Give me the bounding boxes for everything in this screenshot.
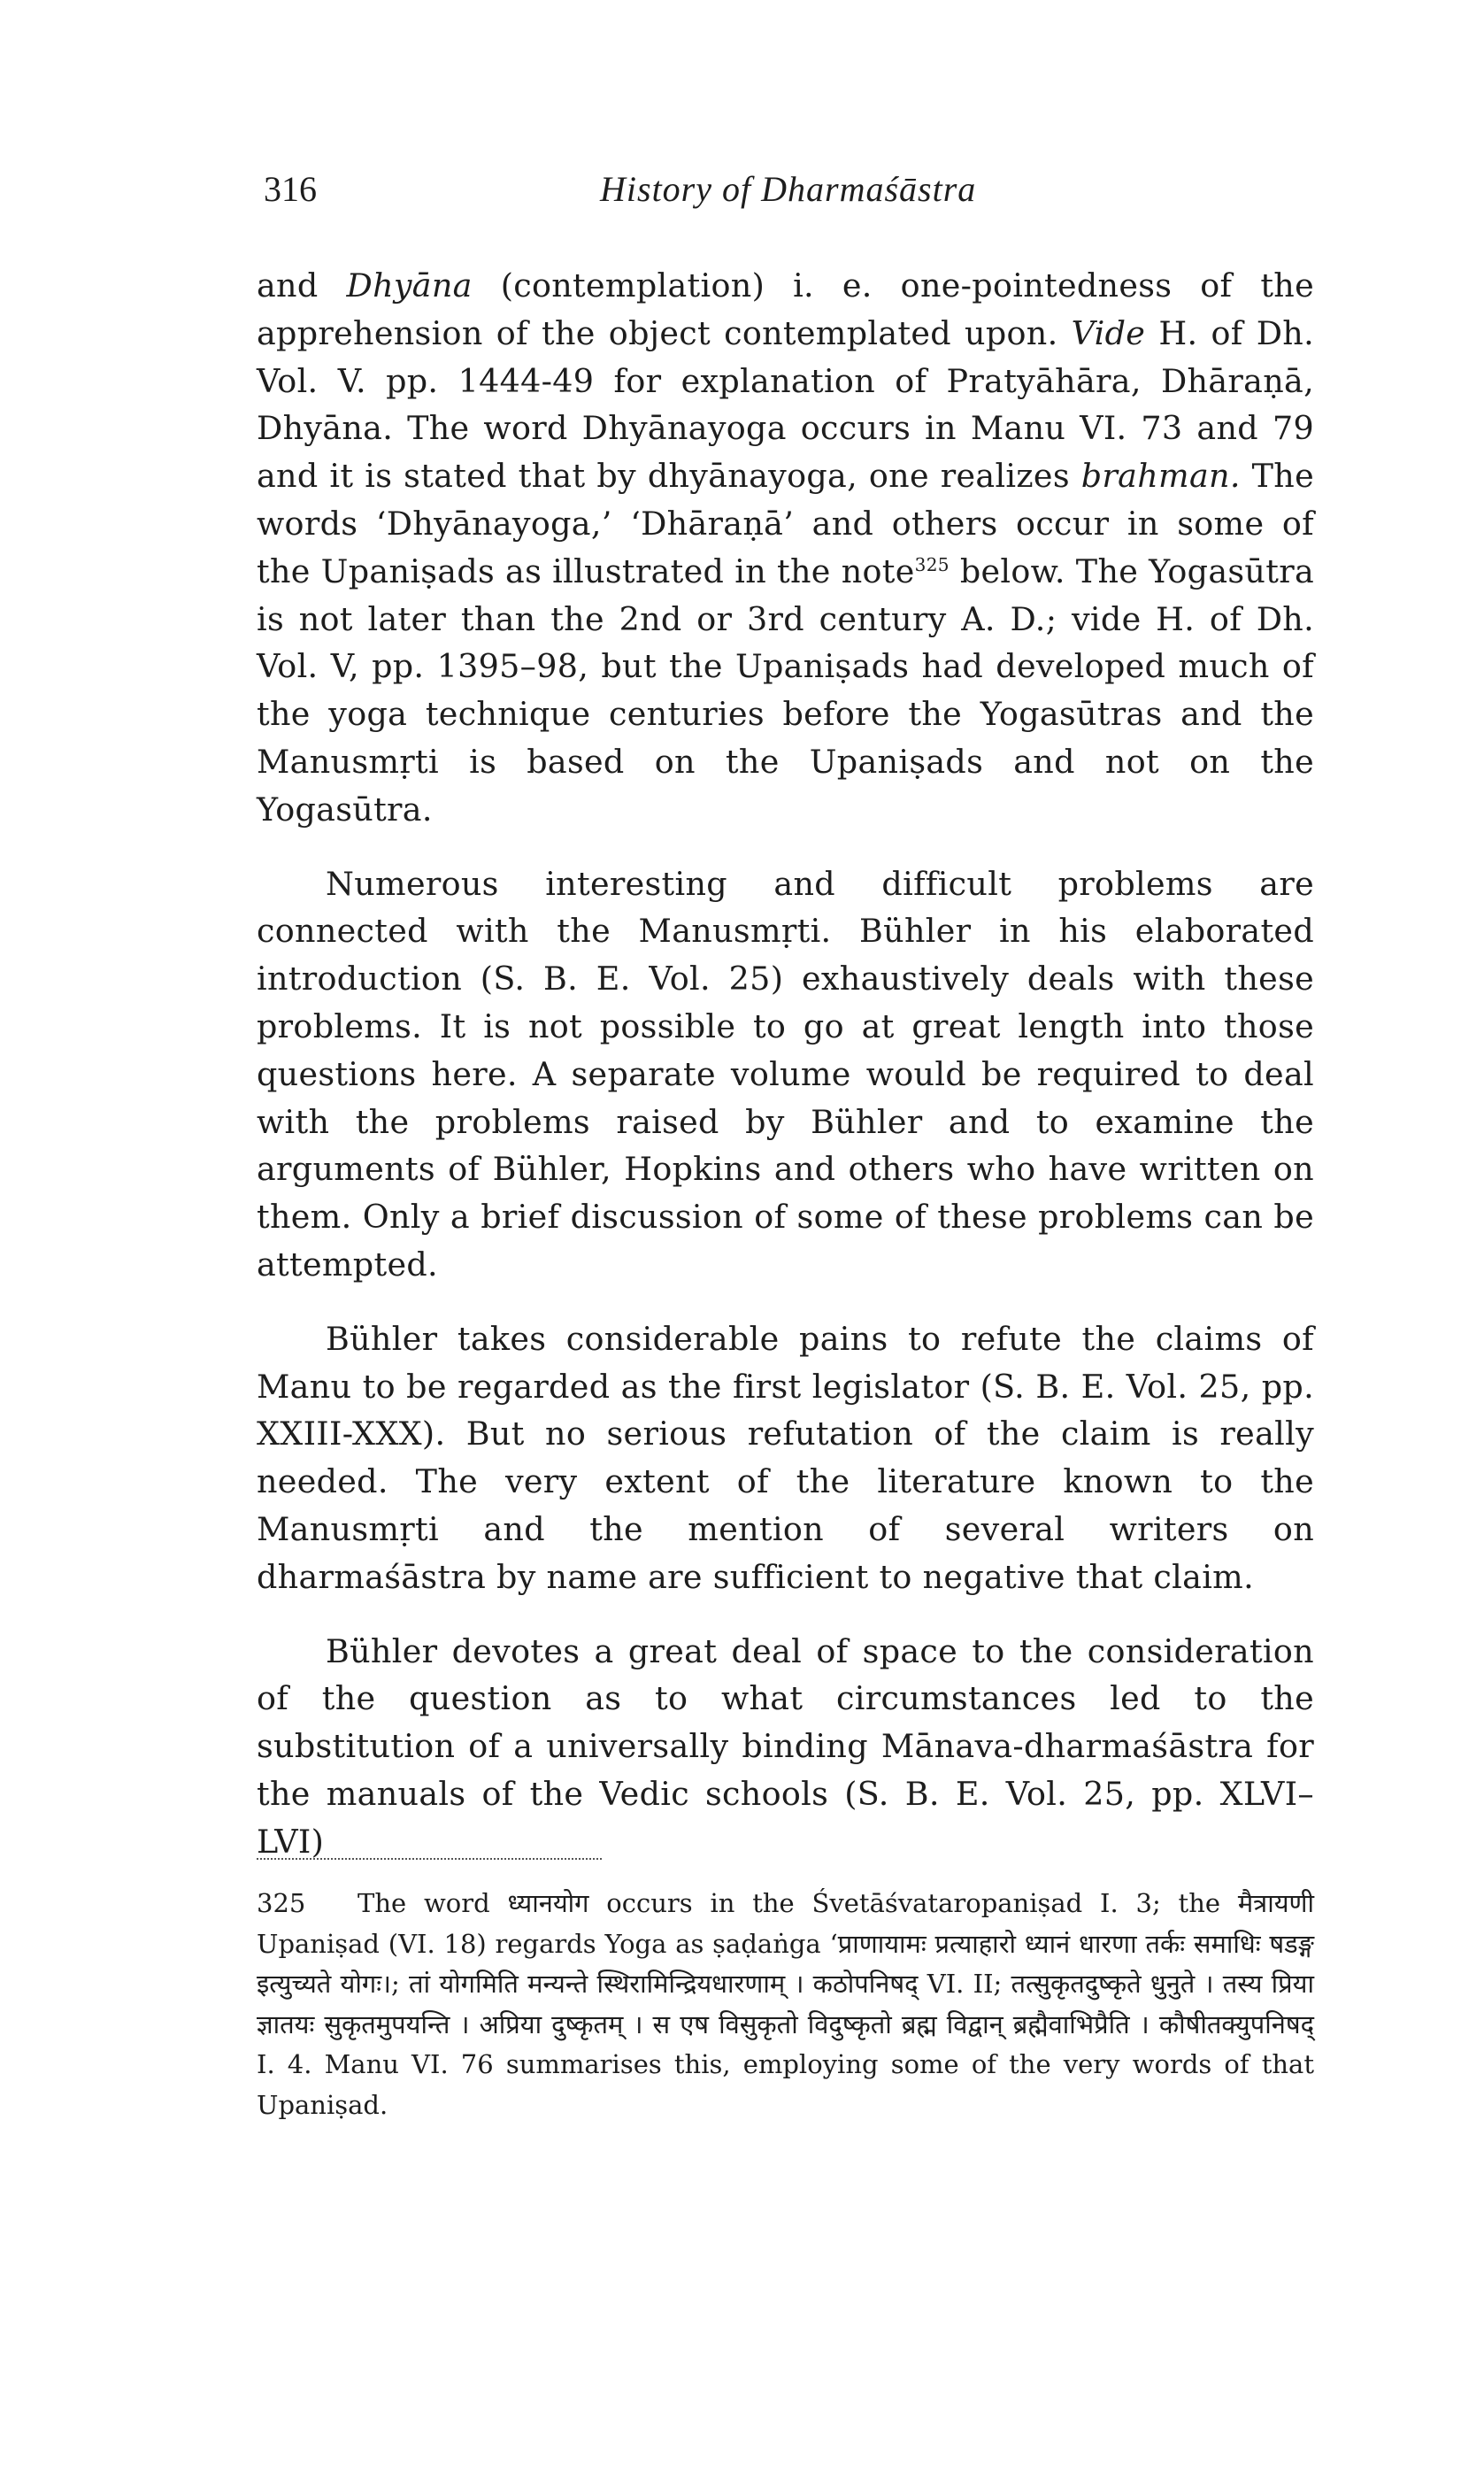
footnote-divider <box>257 1858 602 1860</box>
running-title: History of Dharmaśāstra <box>600 169 977 209</box>
footnote-text: The word ध्यानयोग occurs in the Śvetāśvataropaniṣad I. 3; the मैत्रायणी Upaniṣad (VI. 18) regards Yoga as ṣaḍaṅga ‘प्राणायामः प्रत्याहारो ध्यानं धारणा तर्कः समाधिः षडङ्ग इत्युच्यते योगः।; तां योगमिति मन्यन्ते स्थिरामिन्द्रियधारणाम् । कठोपनिषद् VI. II; तत्सुकृतदुष्कृते धुनुते । तस्य प्रिया ज्ञातयः सुकृतमुपयन्ति । अप्रिया दुष्कृतम् । स एष विसुकृतो विदुष्कृतो ब्रह्म विद्वान् ब्रह्मैवाभिप्रैति । कौषीतक्युपनिषद् I. 4. Manu VI. 76 summarises this, employing some of the very words of that Upaniṣad. <box>257 1888 1314 2120</box>
p1-italic-brahman: brahman. <box>1080 457 1241 496</box>
p1-text-4: below. The Yogasūtra is not later than the 2nd or 3rd century A. D.; vide H. of Dh. Vol. V, pp. 1395–98, but the Upaniṣads had developed much of the yoga technique centuries before the Yogasūtras and the Manusmṛti is based on the Upaniṣads and not on the Yogasūtra. <box>257 551 1315 829</box>
footnote <box>257 1884 1314 2126</box>
paragraph-2: Numerous interesting and difficult problems are connected with the Manusmṛti. Bühler in his elaborated introduction (S. B. E. Vol. 25) exhaustively deals with these problems. It is not possible to go at great length into those questions here. A separate volume would be required to deal with the problems raised by Bühler and to examine the arguments of Bühler, Hopkins and others who have written on them. Only a brief discussion of some of these problems can be attempted. <box>257 864 1314 1284</box>
p1-italic-vide: Vide <box>1071 313 1146 352</box>
p1-text-3: The words ‘Dhyānayoga,’ ‘Dhāraṇā’ and others occur in some of the Upaniṣads as illustrated in the note <box>257 457 1314 590</box>
p1-italic-dhyana: Dhyāna <box>346 266 473 305</box>
paragraph-3: Bühler takes considerable pains to refute the claims of Manu to be regarded as the first legislator (S. B. E. Vol. 25, pp. XXIII-XXX). But no serious refutation of the claim is really needed. The very extent of the literature known to the Manusmṛti and the mention of several writers on dharmaśāstra by name are sufficient to negative that claim. <box>257 1319 1314 1596</box>
p1-lead: and <box>257 266 347 305</box>
footnote-number: 325 <box>257 1888 306 1918</box>
p1-text-2: H. of Dh. Vol. V. pp. 1444-49 for explanation of Pratyāhāra, Dhāraṇā, Dhyāna. The word Dhyānayoga occurs in Manu VI. 73 and 79 and it is stated that by dhyānayoga, one realizes <box>257 313 1314 496</box>
page-number: 316 <box>264 169 317 209</box>
body-text <box>257 262 1314 1866</box>
footnote-reference: 325 <box>914 553 950 575</box>
paragraph-1 <box>257 262 1314 834</box>
running-head <box>264 168 1343 221</box>
p1-text-1: (contemplation) i. e. one-pointedness of the apprehension of the object contemplated upon. <box>257 266 1314 352</box>
paragraph-4: Bühler devotes a great deal of space to the consideration of the question as to what circumstances led to the substitution of a universally binding Mānava-dharmaśāstra for the manuals of the Vedic schools (S. B. E. Vol. 25, pp. XLVI–LVI) <box>257 1631 1314 1861</box>
